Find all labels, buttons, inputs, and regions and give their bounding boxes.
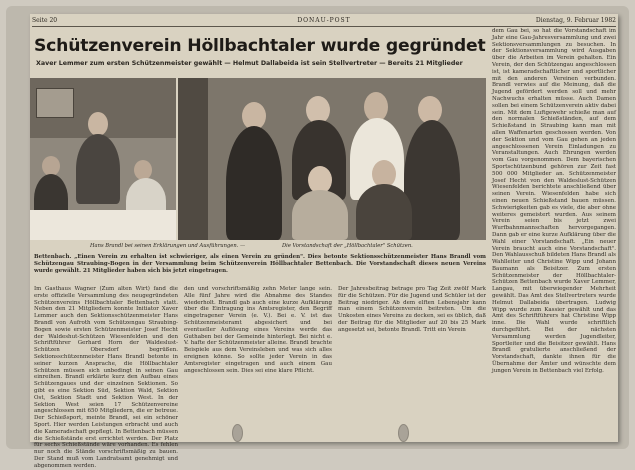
newspaper-name: DONAU-POST	[297, 17, 351, 24]
article-column-1: Im Gasthaus Wagner (Zum alten Wirt) fand die erste offizielle Versammlung des neugegründeten Schützenvereins Höllbachtaler Bettenbach statt. Neben den 21 Mitgliedern konnte Initiator Xaver Lemmer auch den Sektionsschützenmeister Hans Brandl von Aufroth vom Schützengau Straubing-Bogen sowie ersten Schützenmeister Josef Hecht der Waldeshut-Schützen Wiesenfelden und den Schriftführer Gerhard Horn der Waldeslust-Schützen Obersdorf begrüßen. Sektionsschützenmeister Hans Brandl betonte in seiner kurzen Ansprache, die Höllbachtaler Schützen müssen sich unbedingt in seinen Gau einreihen. Brandl erklärte kurz den Aufbau eines Schützengaues und der einzelnen Sektionen. So gibt es eine Sektion Süd, Sektion Wald, Sektion Ost, Sektion Stadt und Sektion West. In der Sektion West seien 17 Schützenvereine angeschlossen mit 650 Mitgliedern, die er betreue. Der Schießsport, meinte Brandl, sei ein schöner Sport. Hier werden Leistungen erbracht und auch die Kameradschaft gepflegt. In Bettenbach müssen die Schießstände erst errichtet werden. Der Platz für sechs Schießstände wäre vorhanden. Es fehlen nur noch die Stände vorschriftsmäßig zu bauen. Der Stand muß vom Landratsamt genehmigt und abgenommen werden.	[34, 286, 178, 469]
article-intro: Bettenbach. „Einen Verein zu erhalten ist schwieriger, als einen Verein zu gründen". Dies betonte Sektionsschützenmeister Hans Brandl vom Schützengau Straubing-Bogen in der Versammlung beim Schützenverein Höllbachtaler Bettenbach. Die Vorstandschaft dieses neuen Vereins wurde gewählt. 21 Mitglieder haben sich bis jetzt eingetragen.	[34, 254, 486, 274]
newspaper-clipping	[30, 14, 618, 469]
binder-hole-left	[232, 424, 243, 442]
article-column-2: den und vorschriftsmäßig zehn Meter lange sein. Alle fünf Jahre wird die Abnahme des Standes wiederholt. Brandl gab auch eine kurze Aufklärung über die Eintragung ins Amtsregister, den Begriff eingetragener Verein (e. V.). Bei e. V. ist das Schützenmeisteramt abgesichert und bei eventueller Auflösung eines Vereins werde das Guthaben bei der Gemeinde hinterlegt. Bei nicht e. V. hafte der Schützenmeister alleine. Brandl brachte Beispiele aus dem Vereinsleben und was sich alles ereignen könne. So sollte jeder Verein in das Amtsregister eingetragen und auch einem Gau angeschlossen sein. Dies sei eine klare Pflicht.	[184, 286, 332, 374]
page-number: Seite 20	[32, 17, 58, 24]
photo-speaker	[30, 78, 176, 240]
subheadline: Xaver Lemmer zum ersten Schützenmeister gewählt — Helmut Dallabeida ist sein Stellvertreter — Bereits 21 Mitglieder	[36, 60, 463, 67]
binder-hole-right	[398, 424, 409, 442]
caption-right: Die Vorstandschaft der „Höllbachtaler" Schützen.	[282, 243, 413, 249]
caption-left: Hans Brandl bei seinen Erklärungen und Ausführungen. —	[90, 243, 246, 249]
article-column-right: dem Gau bei, so hat die Vorstandschaft im Jahr eine Gau-Jahresversammlung und zwei Sektionsversammlungen zu besuchen. In der Sektionsversammlung wird Ausgaben über die Arbeiten im Verein gehalten. Ein Verein, der den Schützengau angeschlossen ist, ist kameradschaftlicher und sportlicher mit den anderen Vereinen verbunden. Brandl verwies auf die Meinung, daß die Jugend gefördert werden soll und mehr Nachwuchs erhalten müsse. Auch Damen sollen bei einem Schützenverein aktiv dabei sein. Mit dem Luftgewehr schieße man auf den normalen Schießständen, auf dem Schießstand in Straubing kann man mit allen Waffenarten geschossen werden. Von der Sektion und vom Gau gehen an jeden angeschlossenen Verein Einladungen zu Veranstaltungen. Auch Ehrungen werden vom Gau vorgenommen. Dem bayerischen Sportschützenbund gehören zur Zeit fast 500 000 Mitglieder an. Schützenmeister Josef Hecht von den Waldeslust-Schützen Wiesenfelden berichtete anschließend über seinen Verein. Wiesenfelden habe sich einen neuen Schießstand bauen müssen. Schwierigkeiten gab es viele, die aber ohne weiteres gemeistert wurden. Aus seinem Verein seien bis jetzt zwei Wurfbahnmannschaften hervorgegangen. Dann gab er eine kurze Aufklärung über die Wahl einer Vorstandschaft. „Ein neuer Verein braucht auch eine Vorstandschaft". Den Wahlausschuß bildeten Hans Brandl als Wahlleiter und Christine Wipp und Johann Baumann als Beisitzer. Zum ersten Schützenmeister der Höllbachtaler-Schützen Bettenbach wurde Xaver Lemmer, Langau, mit überwiegender Mehrheit gewählt. Das Amt des Stellvertreters wurde Helmut Dallabeida übertragen. Ludwig Wipp wurde zum Kassier gewählt und das Amt des Schriftführers hat Christine Wipp inne. Die Wahl wurde schriftlich durchgeführt. Bei der nächsten Versammlung werden Jugendleiter, Sportleiter und die Beisitzer gewählt. Hans Brandl gratulierte anschließend der Vorstandschaft, dankte ihnen für die Übernahme der Ämter und wünschte dem jungen Verein in Bettenbach viel Erfolg.	[492, 28, 616, 374]
headline: Schützenverein Höllbachtaler wurde gegründet	[34, 36, 486, 56]
issue-date: Dienstag, 9. Februar 1982	[535, 17, 616, 24]
page-header	[32, 16, 616, 27]
photo-board-members	[178, 78, 486, 240]
article-column-3: Der Jahresbeitrag betrage pro Tag Zeit zwölf Mark für die Schützen. Für die Jugend und Schüler ist der Beitrag niedriger. Ab dem elften Lebensjahr kann man einem Schützenverein beitreten. Um die Unkosten eines Vereins zu decken, sei es üblich, daß der Beitrag für die Mitglieder auf 20 bis 25 Mark angesetzt sei, betonte Brandl. Tritt ein Verein	[338, 286, 486, 333]
